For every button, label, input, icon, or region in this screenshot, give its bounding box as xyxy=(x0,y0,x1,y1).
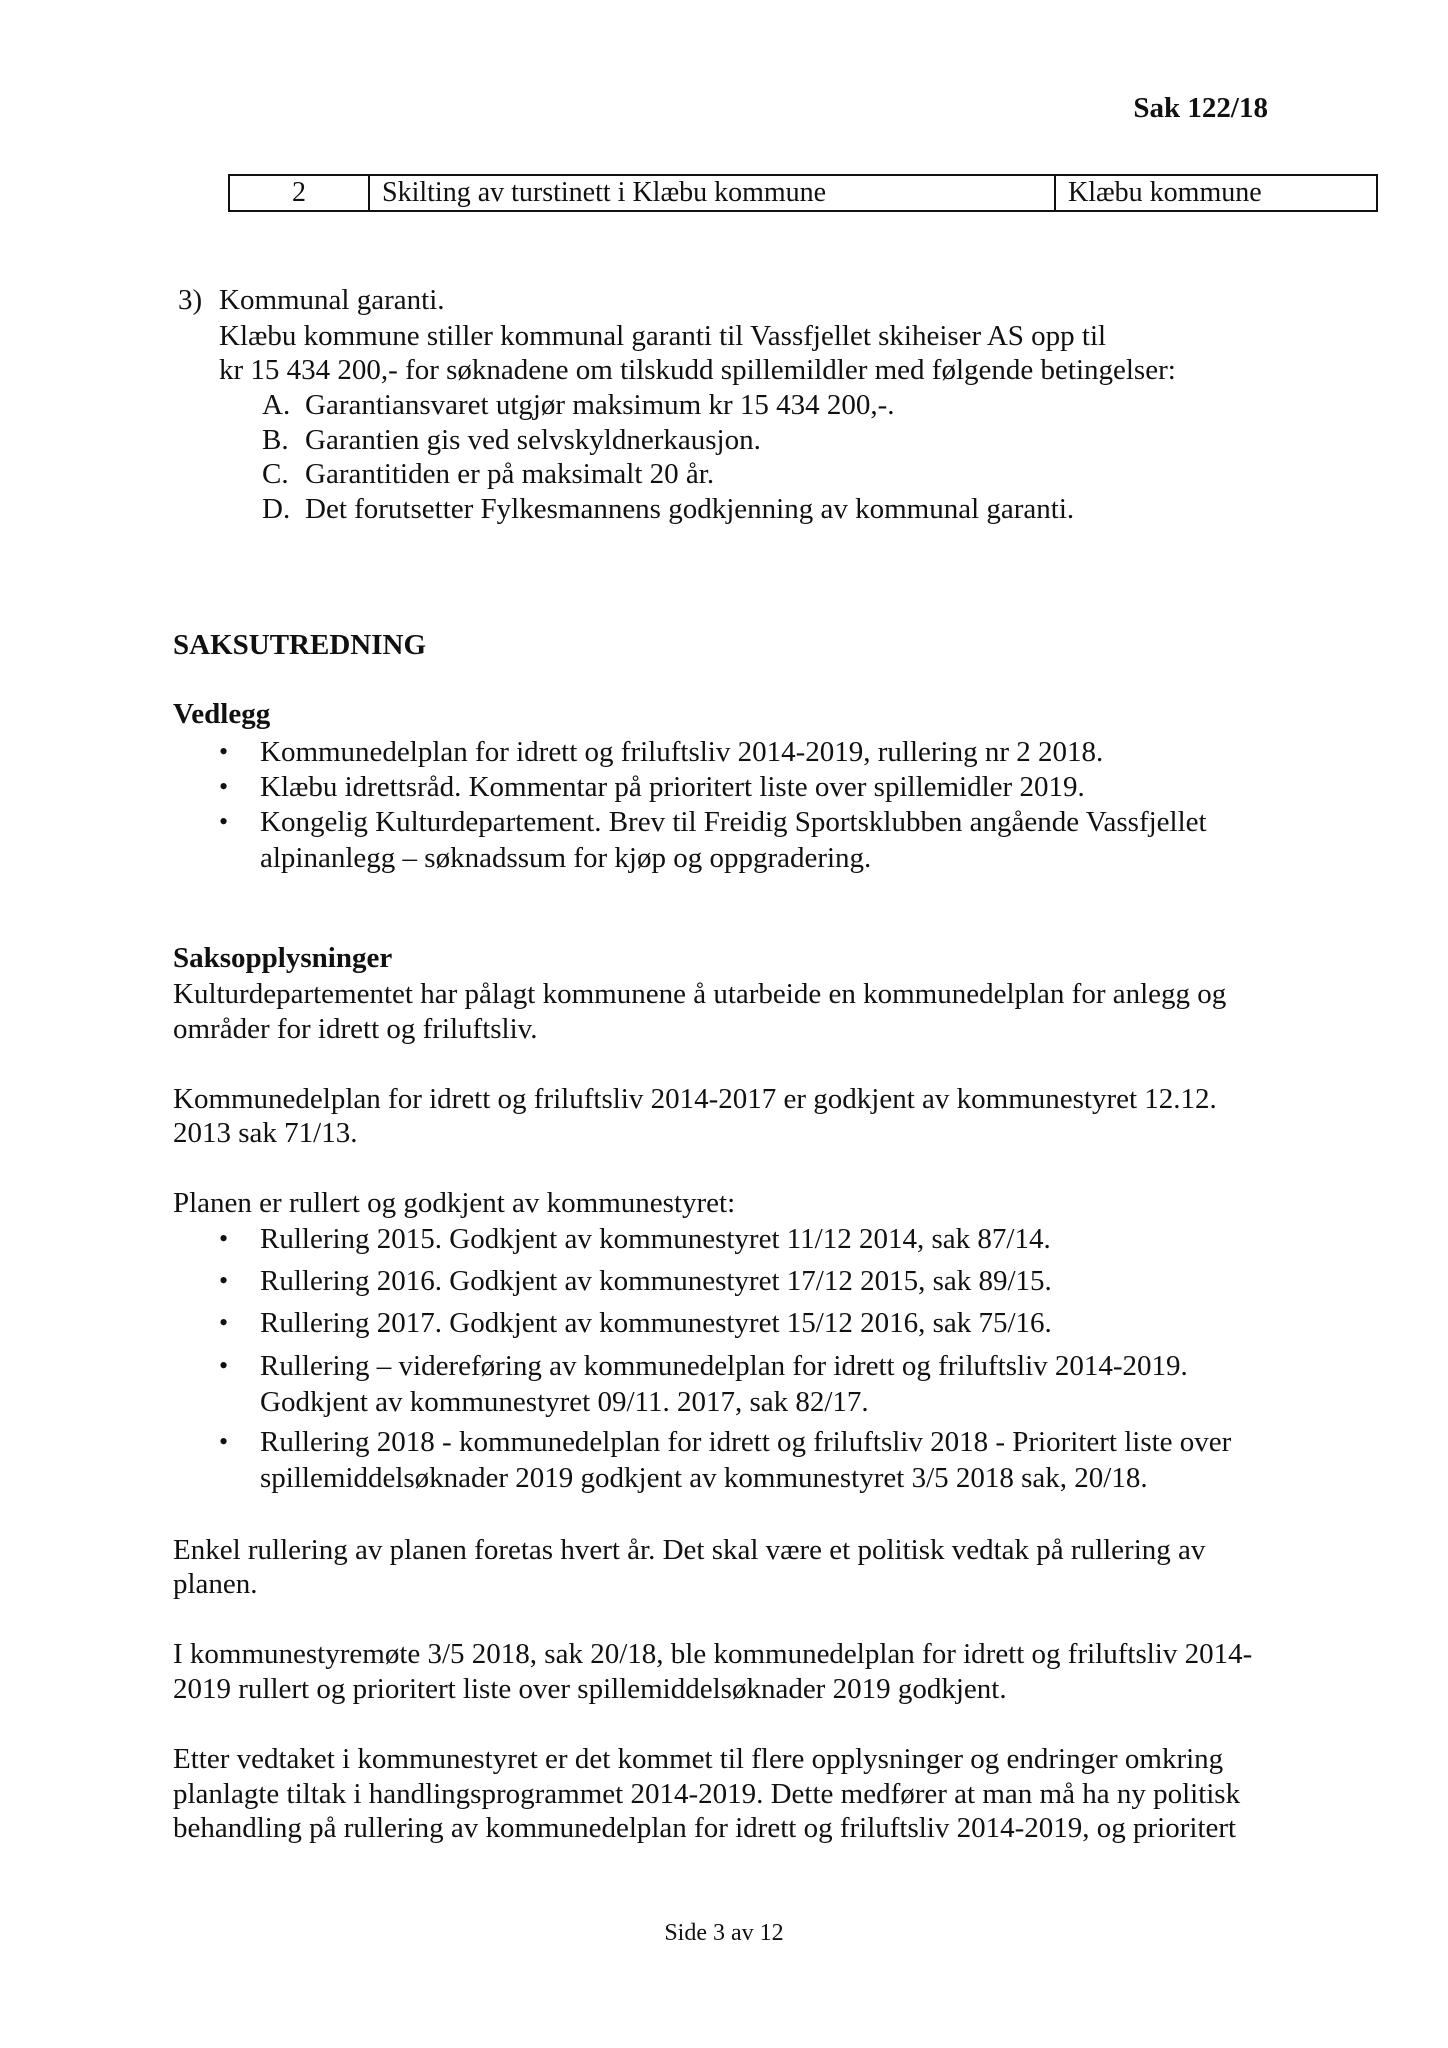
facts-heading: Saksopplysninger xyxy=(173,942,393,974)
guarantee-line: kr 15 434 200,- for søknadene om tilskudd spillemildler med følgende betingelser: xyxy=(219,354,1176,386)
guarantee-marker: 3) xyxy=(178,284,203,316)
rolling-item xyxy=(260,1305,1052,1341)
paragraph-line: Kulturdepartementet har pålagt kommunene å utarbeide en kommunedelplan for anlegg og xyxy=(173,978,1227,1010)
guarantee-title: Kommunal garanti. xyxy=(219,284,445,316)
attachment-text: Klæbu idrettsråd. Kommentar på prioritert liste over spillemidler 2019. xyxy=(260,771,1085,803)
attachment-item xyxy=(260,769,1085,805)
page-number: Side 3 av 12 xyxy=(664,1920,784,1946)
paragraph-line: behandling på rullering av kommunedelplan for idrett og friluftsliv 2014-2019, og prioritert xyxy=(173,1812,1237,1844)
condition-letter: C. xyxy=(262,458,289,490)
paragraph-line: Etter vedtaket i kommunestyret er det kommet til flere opplysninger og endringer omkring xyxy=(173,1743,1224,1775)
rolling-text: • Rullering – videreføring av kommunedelplan for idrett og friluftsliv 2014-2019. xyxy=(260,1350,1188,1382)
condition-text: Garantien gis ved selvskyldnerkausjon. xyxy=(305,424,761,456)
attachment-item xyxy=(260,734,1103,770)
guarantee-line: Klæbu kommune stiller kommunal garanti til Vassfjellet skiheiser AS opp til xyxy=(219,320,1107,352)
rolling-text: Rullering 2017. Godkjent av kommunestyret 15/12 2016, sak 75/16. xyxy=(260,1307,1052,1339)
section-heading: SAKSUTREDNING xyxy=(173,629,426,661)
row-applicant: Klæbu kommune xyxy=(1055,175,1377,211)
paragraph-line: planlagte tiltak i handlingsprogrammet 2014-2019. Dette medfører at man må ha ny politisk xyxy=(173,1778,1241,1810)
paragraph-line: 2019 rullert og prioritert liste over spillemiddelsøknader 2019 godkjent. xyxy=(173,1673,1007,1705)
rolling-item xyxy=(260,1263,1052,1299)
condition-letter: B. xyxy=(262,424,289,456)
paragraph-line: 2013 sak 71/13. xyxy=(173,1117,358,1149)
table-row xyxy=(229,175,1377,211)
attachment-item xyxy=(260,804,1207,876)
paragraph-line: Planen er rullert og godkjent av kommunestyret: xyxy=(173,1187,736,1219)
paragraph-line: planen. xyxy=(173,1568,258,1600)
condition-letter: D. xyxy=(262,493,291,525)
condition-text: Garantitiden er på maksimalt 20 år. xyxy=(305,458,715,490)
attachment-text: • Kongelig Kulturdepartement. Brev til Freidig Sportsklubben angående Vassfjellet xyxy=(260,806,1207,838)
row-description: Skilting av turstinett i Klæbu kommune xyxy=(369,175,1055,211)
condition-letter: A. xyxy=(262,389,291,421)
paragraph-line: I kommunestyremøte 3/5 2018, sak 20/18, ble kommunedelplan for idrett og friluftsliv 2014- xyxy=(173,1638,1253,1670)
rolling-text: Rullering 2015. Godkjent av kommunestyret 11/12 2014, sak 87/14. xyxy=(260,1223,1051,1255)
rolling-text-cont: Godkjent av kommunestyret 09/11. 2017, sak 82/17. xyxy=(260,1386,869,1418)
rolling-text-cont: spillemiddelsøknader 2019 godkjent av kommunestyret 3/5 2018 sak, 20/18. xyxy=(260,1462,1148,1494)
rolling-text: • Rullering 2018 - kommunedelplan for idrett og friluftsliv 2018 - Prioritert liste over xyxy=(260,1426,1232,1458)
condition-text: Garantiansvaret utgjør maksimum kr 15 434 200,-. xyxy=(305,389,895,421)
attachment-text: Kommunedelplan for idrett og friluftsliv 2014-2019, rullering nr 2 2018. xyxy=(260,736,1104,768)
project-table xyxy=(228,174,1378,212)
attachment-text-cont: alpinanlegg – søknadssum for kjøp og oppgradering. xyxy=(260,842,872,874)
paragraph-line: områder for idrett og friluftsliv. xyxy=(173,1013,538,1045)
attachments-heading: Vedlegg xyxy=(173,698,271,730)
condition-text: Det forutsetter Fylkesmannens godkjenning av kommunal garanti. xyxy=(305,493,1075,525)
case-number: Sak 122/18 xyxy=(1133,92,1268,124)
rolling-text: Rullering 2016. Godkjent av kommunestyret 17/12 2015, sak 89/15. xyxy=(260,1265,1052,1297)
paragraph-line: Enkel rullering av planen foretas hvert år. Det skal være et politisk vedtak på rullering av xyxy=(173,1534,1206,1566)
rolling-item xyxy=(260,1424,1231,1496)
rolling-item xyxy=(260,1221,1051,1257)
rolling-item xyxy=(260,1348,1188,1420)
row-number: 2 xyxy=(229,175,369,211)
paragraph-line: Kommunedelplan for idrett og friluftsliv 2014-2017 er godkjent av kommunestyret 12.12. xyxy=(173,1083,1217,1115)
